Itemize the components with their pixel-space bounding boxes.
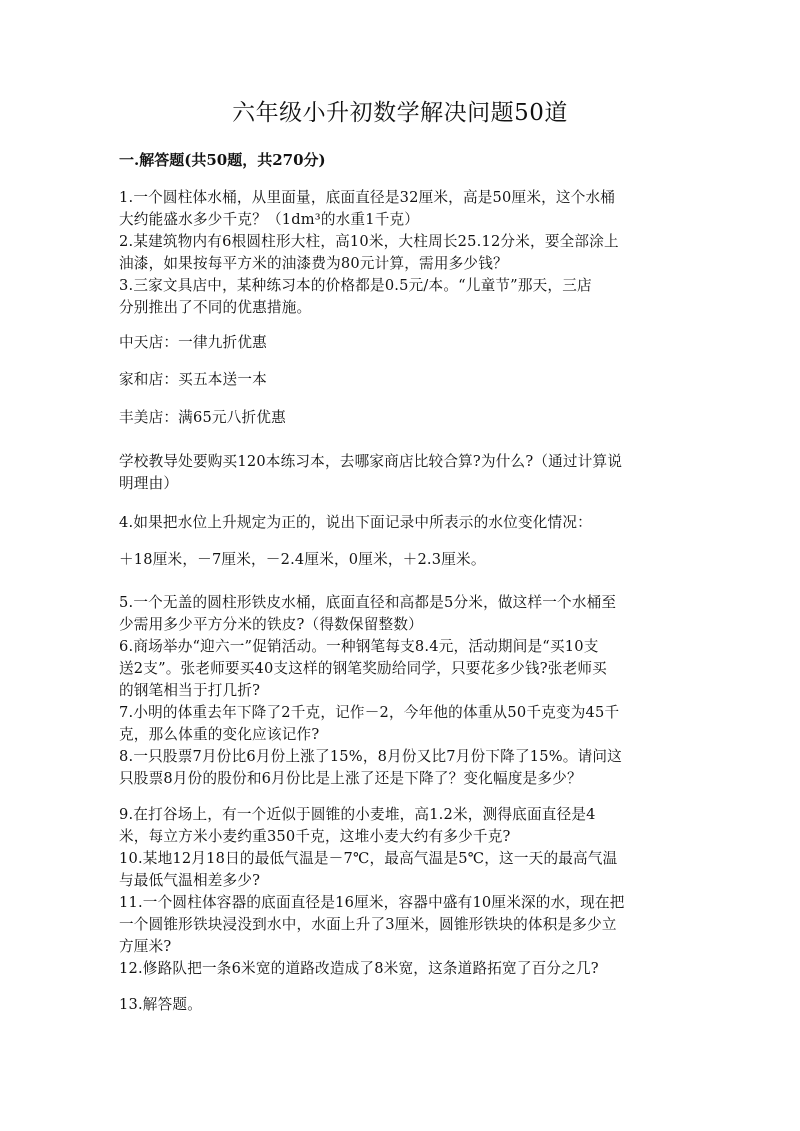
question-line: 9.在打谷场上，有一个近似于圆锥的小麦堆，高1.2米，测得底面直径是4 xyxy=(119,806,596,823)
question-line: 大约能盛水多少千克？（1dm³的水重1千克） xyxy=(119,211,420,228)
question-line: 少需用多少平方分米的铁皮?（得数保留整数） xyxy=(119,616,423,633)
question-line: ＋18厘米，－7厘米，－2.4厘米，0厘米，＋2.3厘米。 xyxy=(119,551,486,568)
question-line: 中天店：一律九折优惠 xyxy=(119,334,267,351)
question-line: 4.如果把水位上升规定为正的，说出下面记录中所表示的水位变化情况： xyxy=(119,514,592,531)
question-line: 明理由） xyxy=(119,475,179,492)
question-line: 送2支”。张老师要买40支这样的钢笔奖励给同学，只要花多少钱?张老师买 xyxy=(119,660,607,677)
question-line: 方厘米? xyxy=(119,938,172,955)
question-line: 学校教导处要购买120本练习本，去哪家商店比较合算?为什么?（通过计算说 xyxy=(119,453,623,470)
question-line: 5.一个无盖的圆柱形铁皮水桶，底面直径和高都是5分米，做这样一个水桶至 xyxy=(119,594,617,611)
question-line: 一个圆锥形铁块浸没到水中，水面上升了3厘米，圆锥形铁块的体积是多少立 xyxy=(119,916,617,933)
question-line: 3.三家文具店中，某种练习本的价格都是0.5元/本。“儿童节”那天，三店 xyxy=(119,277,592,294)
question-line: 8.一只股票7月份比6月份上涨了15%，8月份又比7月份下降了15%。请问这 xyxy=(119,748,622,765)
question-line: 油漆，如果按每平方米的油漆费为80元计算，需用多少钱？ xyxy=(119,255,508,272)
question-line: 11.一个圆柱体容器的底面直径是16厘米，容器中盛有10厘米深的水，现在把 xyxy=(119,894,625,911)
question-line: 家和店：买五本送一本 xyxy=(119,371,267,388)
question-line: 丰美店：满65元八折优惠 xyxy=(119,409,286,426)
question-line: 1.一个圆柱体水桶，从里面量，底面直径是32厘米，高是50厘米，这个水桶 xyxy=(119,189,616,206)
question-line: 7.小明的体重去年下降了2千克，记作－2，今年他的体重从50千克变为45千 xyxy=(119,704,620,721)
section-heading: 一.解答题(共50题，共270分) xyxy=(119,151,326,169)
page-title: 六年级小升初数学解决问题50道 xyxy=(232,100,568,126)
question-line: 13.解答题。 xyxy=(119,996,202,1013)
question-line: 6.商场举办“迎六一”促销活动。一种钢笔每支8.4元，活动期间是“买10支 xyxy=(119,638,599,655)
question-line: 2.某建筑物内有6根圆柱形大柱，高10米，大柱周长25.12分米，要全部涂上 xyxy=(119,233,619,250)
question-line: 的钢笔相当于打几折? xyxy=(119,682,261,699)
question-line: 分别推出了不同的优惠措施。 xyxy=(119,299,312,316)
question-line: 克，那么体重的变化应该记作? xyxy=(119,726,320,743)
question-line: 与最低气温相差多少? xyxy=(119,872,261,889)
question-line: 只股票8月份的股份和6月份比是上涨了还是下降了？变化幅度是多少？ xyxy=(119,770,582,787)
question-line: 10.某地12月18日的最低气温是－7℃，最高气温是5℃，这一天的最高气温 xyxy=(119,850,618,867)
question-line: 米，每立方米小麦约重350千克，这堆小麦大约有多少千克? xyxy=(119,828,511,845)
question-line: 12.修路队把一条6米宽的道路改造成了8米宽，这条道路拓宽了百分之几? xyxy=(119,960,599,977)
